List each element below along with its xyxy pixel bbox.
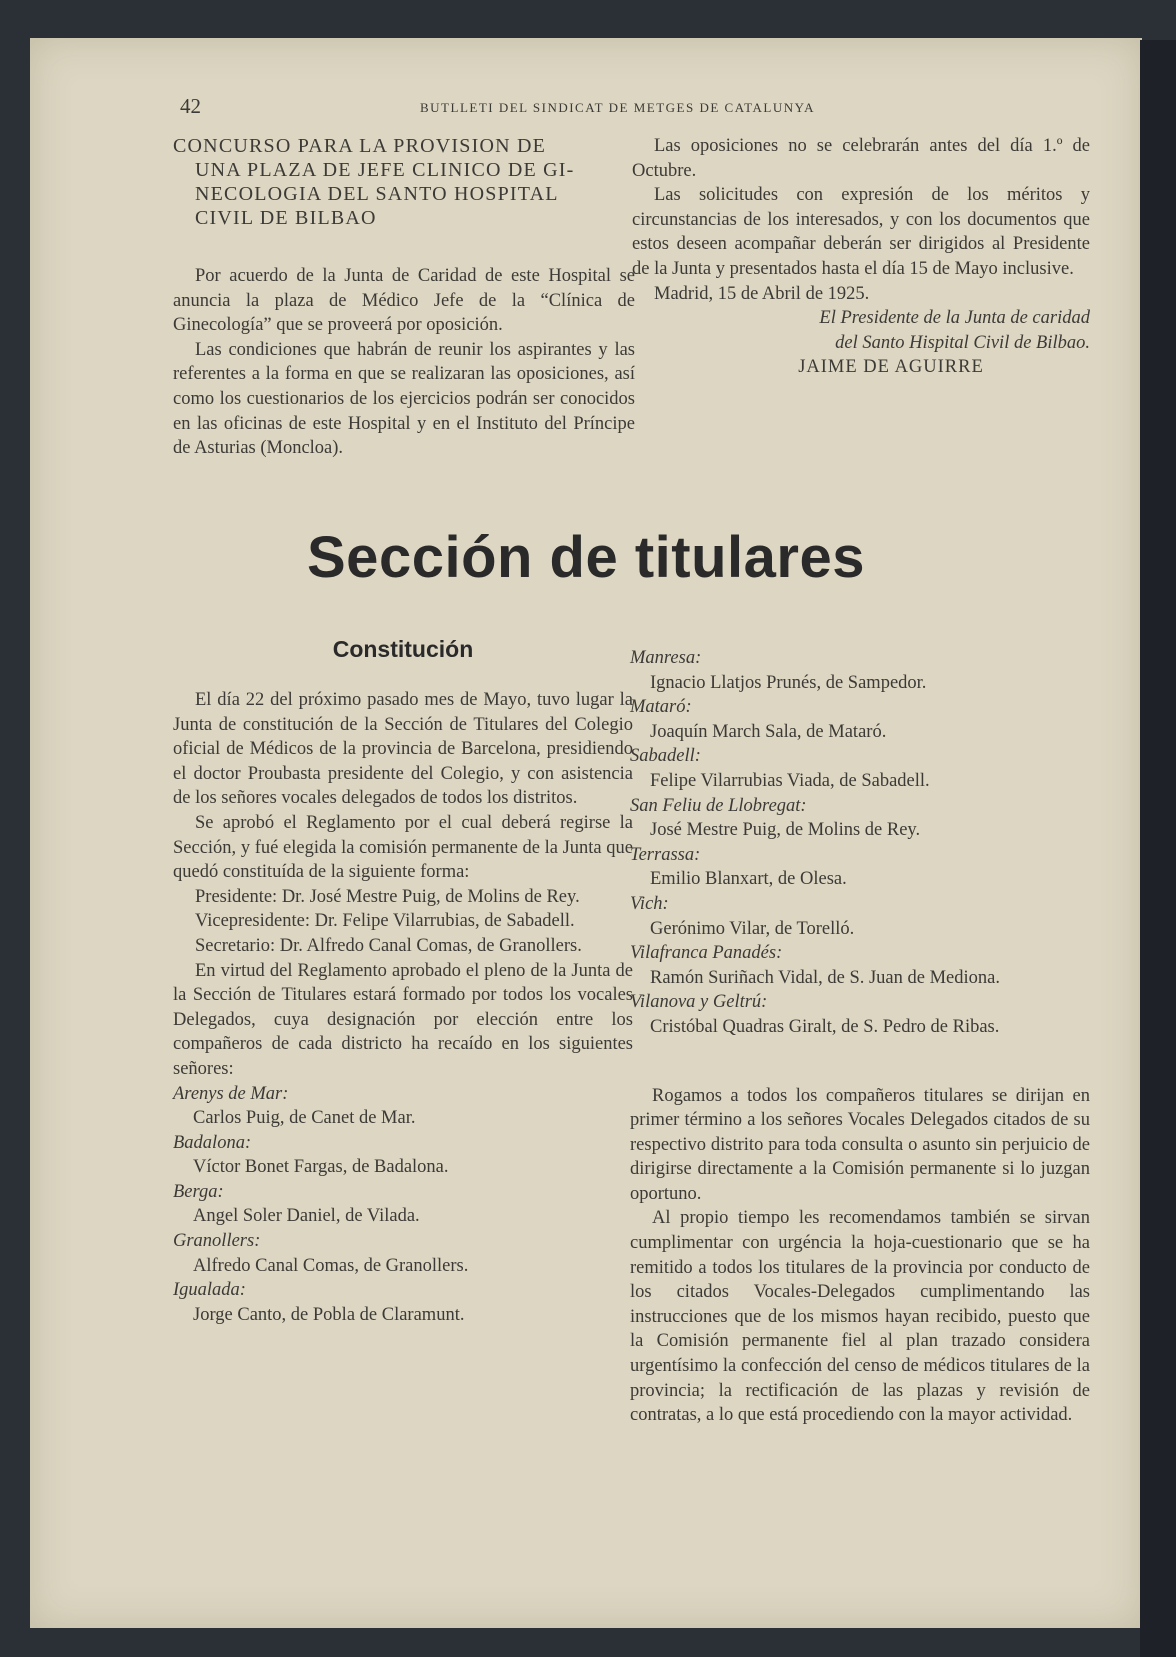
concurso-title <box>173 134 635 230</box>
delegate-name: Ramón Suriñach Vidal, de S. Juan de Mediona. <box>650 967 1000 988</box>
delegate-name: Gerónimo Vilar, de Torelló. <box>650 918 855 939</box>
delegate-name: Ignacio Llatjos Prunés, de Sampedor. <box>650 672 927 693</box>
concurso-title-line: CIVIL DE BILBAO <box>195 207 377 229</box>
concurso-paragraph: Las condiciones que habrán de reunir los aspirantes y las referentes a la forma en que se realizaran las oposiciones, así como los cuestionarios de los ejercicios podrán ser conocidos en las oficinas de este Hospital y en el Instituto del Príncipe de Asturias (Moncloa). <box>173 339 635 459</box>
district-name: Vilafranca Panadés: <box>630 943 783 964</box>
constitucion-column-right <box>630 646 1090 1428</box>
delegate-list <box>630 646 1090 1040</box>
district-name: Mataró: <box>630 697 692 718</box>
signature-line: del Santo Hispital Civil de Bilbao. <box>835 332 1090 353</box>
page-header <box>30 94 1142 124</box>
concurso-paragraph: Las oposiciones no se celebrarán antes del día 1.º de Octubre. <box>632 136 1090 181</box>
district-name: Vich: <box>630 893 669 914</box>
closing-paragraph: Rogamos a todos los compañeros titulares se dirijan en primer término a los señores Vocales Delegados citados de su respectivo distrito para toda consulta o asunto sin perjuicio de dirigirse directamente a la Comisión permanente si lo juzgan oportuno. <box>630 1085 1090 1204</box>
district-name: Manresa: <box>630 648 702 668</box>
delegate-name: Carlos Puig, de Canet de Mar. <box>193 1108 416 1129</box>
delegate-name: Joaquín March Sala, de Mataró. <box>650 721 887 742</box>
constitucion-paragraph: Se aprobó el Reglamento por el cual deberá regirse la Sección, y fué elegida la comisión permanente de la Junta que quedó constituída de la siguiente forma: <box>173 812 633 883</box>
concurso-title-line: CONCURSO PARA LA PROVISION DE <box>173 135 547 157</box>
constitucion-paragraph: Presidente: Dr. José Mestre Puig, de Molins de Rey. <box>195 886 580 907</box>
concurso-title-line: UNA PLAZA DE JEFE CLINICO DE GI- <box>195 159 575 181</box>
district-name: Sabadell: <box>630 746 701 767</box>
scan-edge <box>1140 40 1176 1657</box>
constitucion-column-left <box>173 688 633 1327</box>
district-name: Vilanova y Geltrú: <box>630 992 768 1013</box>
delegate-name: José Mestre Puig, de Molins de Rey. <box>650 820 921 841</box>
district-name: Granollers: <box>173 1231 261 1252</box>
delegate-name: Emilio Blanxart, de Olesa. <box>650 869 847 890</box>
concurso-column-left <box>173 134 635 461</box>
district-name: San Feliu de Llobregat: <box>630 795 807 816</box>
delegate-name: Jorge Canto, de Pobla de Claramunt. <box>193 1304 465 1325</box>
constitucion-paragraph: El día 22 del próximo pasado mes de Mayo, tuvo lugar la Junta de constitución de la Sección de Titulares del Colegio oficial de Médicos de la provincia de Barcelona, presidiendo el doctor Proubasta presidente del Colegio, y con asistencia de los señores vocales delegados de todos los distritos. <box>173 690 633 809</box>
section-title: Sección de titulares <box>307 525 865 590</box>
delegate-list <box>173 1082 633 1328</box>
district-name: Terrassa: <box>630 844 701 865</box>
closing-paragraph: Al propio tiempo les recomendamos también se sirvan cumplimentar con urgéncia la hoja-cuestionario que se ha remitido a todos los titulares de la provincia por conducto de los citados Vocales-Delegados cumplimentando las instrucciones que de los mismos hayan recibido, puesto que la Comisión permanente fiel al plan trazado considera urgentísimo la confección del censo de médicos titulares de la provincia; la rectificación de las plazas y revisión de contratas, a lo que está procediendo con la mayor actividad. <box>630 1208 1090 1426</box>
delegate-name: Alfredo Canal Comas, de Granollers. <box>193 1255 469 1276</box>
signature-line: El Presidente de la Junta de caridad <box>819 308 1090 329</box>
running-title: BUTLLETI DEL SINDICAT DE METGES DE CATALUNYA <box>420 100 815 115</box>
concurso-column-right <box>632 134 1090 380</box>
district-name: Berga: <box>173 1181 224 1202</box>
delegate-name: Felipe Vilarrubias Viada, de Sabadell. <box>650 770 930 791</box>
spacer <box>630 1040 1090 1084</box>
constitucion-paragraph: En virtud del Reglamento aprobado el pleno de la Junta de la Sección de Titulares estará formado por todos los vocales Delegados, cuya designación por elección entre los compañeros de cada districto ha recaído en los siguientes señores: <box>173 960 633 1079</box>
journal-page <box>30 38 1142 1628</box>
signature-name: JAIME DE AGUIRRE <box>798 357 984 378</box>
delegate-name: Cristóbal Quadras Giralt, de S. Pedro de Ribas. <box>650 1016 1000 1037</box>
district-name: Arenys de Mar: <box>173 1083 289 1104</box>
constitucion-heading: Constitución <box>332 636 474 662</box>
concurso-paragraph: Por acuerdo de la Junta de Caridad de este Hospital se anuncia la plaza de Médico Jefe de la “Clínica de Ginecología” que se proveerá por oposición. <box>173 266 635 336</box>
delegate-name: Angel Soler Daniel, de Vilada. <box>193 1206 420 1227</box>
district-name: Igualada: <box>173 1280 246 1301</box>
concurso-title-line: NECOLOGIA DEL SANTO HOSPITAL <box>195 183 559 205</box>
constitucion-paragraph: Vicepresidente: Dr. Felipe Vilarrubias, de Sabadell. <box>195 911 575 932</box>
delegate-name: Víctor Bonet Fargas, de Badalona. <box>193 1157 449 1178</box>
page-number: 42 <box>180 94 201 118</box>
constitucion-paragraph: Secretario: Dr. Alfredo Canal Comas, de Granollers. <box>195 935 582 956</box>
district-name: Badalona: <box>173 1132 252 1153</box>
concurso-paragraph: Las solicitudes con expresión de los méritos y circunstancias de los interesados, y con los documentos que estos deseen acompañar deberán ser dirigidos al Presidente de la Junta y presentados hasta el día 15 de Mayo inclusive. <box>632 185 1090 279</box>
concurso-date: Madrid, 15 de Abril de 1925. <box>654 283 870 304</box>
